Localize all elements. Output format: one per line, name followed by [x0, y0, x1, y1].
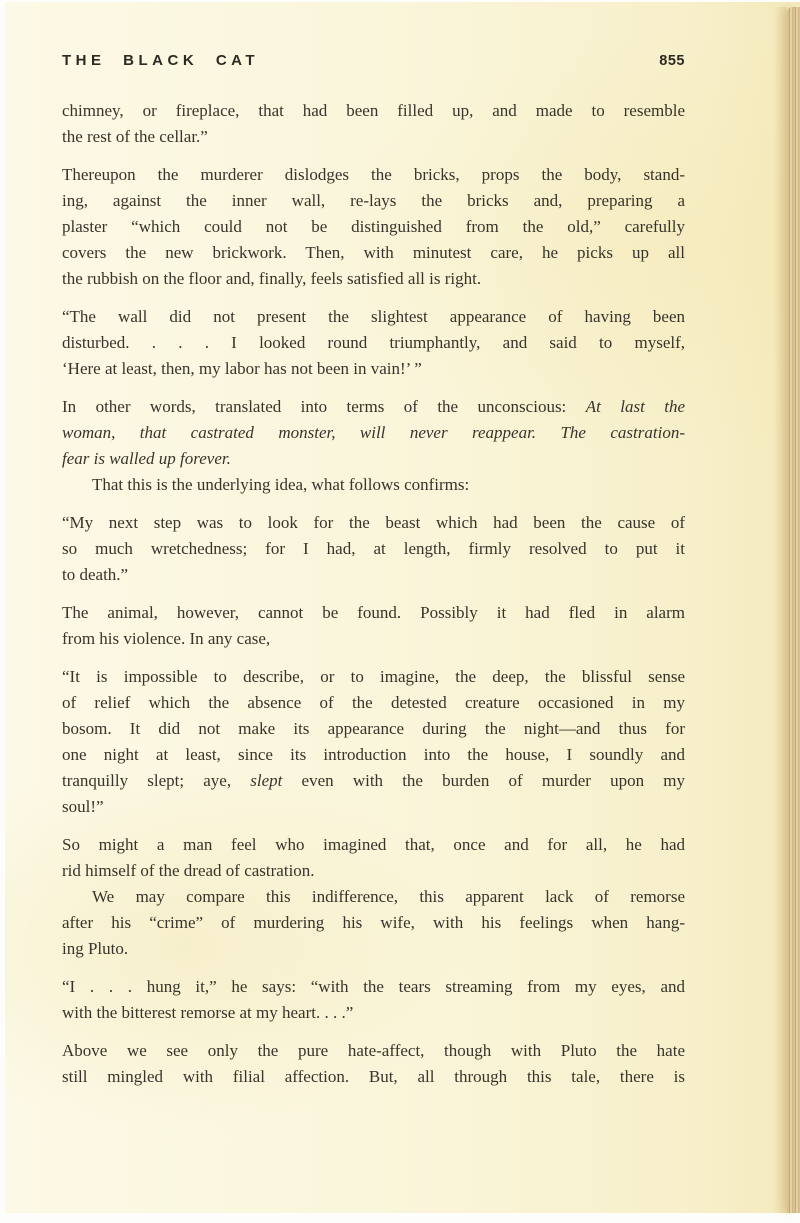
text-line — [62, 910, 685, 936]
paragraph — [62, 98, 685, 150]
paragraph — [62, 394, 685, 498]
text-line — [62, 626, 685, 652]
body-text: “It is impossible to describe, or to imagine, the deep, the blissful sense — [62, 667, 685, 686]
body-text: We may compare this indifference, this apparent lack of remorse — [92, 887, 685, 906]
text-line — [62, 266, 685, 292]
text-line — [62, 304, 685, 330]
body-text: to death.” — [62, 565, 129, 584]
text-line — [62, 1038, 685, 1064]
body-text: chimney, or fireplace, that had been filled up, and made to resemble — [62, 101, 685, 120]
text-line — [62, 510, 685, 536]
paragraph — [62, 600, 685, 652]
text-line — [62, 124, 685, 150]
emphasis-text: fear is walled up forever. — [62, 449, 231, 468]
body-text: still mingled with filial affection. But, all through this tale, there is — [62, 1067, 685, 1086]
body-text: That this is the underlying idea, what follows confirms: — [92, 475, 470, 494]
text-line — [62, 394, 685, 420]
paragraph — [62, 304, 685, 382]
body-text: So might a man feel who imagined that, once and for all, he had — [62, 835, 685, 854]
body-text: The animal, however, cannot be found. Possibly it had fled in alarm — [62, 603, 685, 622]
text-line — [62, 446, 685, 472]
text-line — [62, 240, 685, 266]
text-line — [62, 162, 685, 188]
body-text: disturbed. . . . I looked round triumphantly, and said to myself, — [62, 333, 685, 352]
body-text: ing, against the inner wall, re-lays the bricks and, preparing a — [62, 191, 685, 210]
book-fore-edge — [787, 7, 800, 1213]
paragraph — [62, 832, 685, 962]
emphasis-text: slept — [250, 771, 283, 790]
text-line — [62, 472, 685, 498]
body-text: rid himself of the dread of castration. — [62, 861, 315, 880]
body-text: with the bitterest remorse at my heart. . . .” — [62, 1003, 354, 1022]
body-text: of relief which the absence of the detested creature occasioned in my — [62, 693, 685, 712]
body-text: plaster “which could not be distinguished from the old,” carefully — [62, 217, 685, 236]
text-column — [62, 52, 685, 1102]
text-line — [62, 664, 685, 690]
body-text: Thereupon the murderer dislodges the bricks, props the body, stand- — [62, 165, 685, 184]
body-text: from his violence. In any case, — [62, 629, 271, 648]
body-text: the rubbish on the floor and, finally, feels satisfied all is right. — [62, 269, 482, 288]
text-line — [62, 832, 685, 858]
body-text: In other words, translated into terms of the unconscious: — [62, 397, 586, 416]
text-line — [62, 936, 685, 962]
text-block — [62, 98, 685, 1090]
body-text: ‘Here at least, then, my labor has not been in vain!’ ” — [62, 359, 422, 378]
body-text: tranquilly slept; aye, — [62, 771, 251, 790]
paper-sheet — [5, 2, 800, 1213]
body-text: Above we see only the pure hate-affect, though with Pluto the hate — [62, 1041, 685, 1060]
text-line — [62, 562, 685, 588]
body-text: after his “crime” of murdering his wife, with his feelings when hang- — [62, 913, 685, 932]
body-text: “My next step was to look for the beast which had been the cause of — [62, 513, 685, 532]
body-text: bosom. It did not make its appearance during the night—and thus for — [62, 719, 685, 738]
emphasis-text: At last the — [585, 397, 685, 416]
text-line — [62, 884, 685, 910]
text-line — [62, 98, 685, 124]
body-text: even with the burden of murder upon my — [282, 771, 685, 790]
emphasis-text: woman, that castrated monster, will never reappear. The castration- — [62, 423, 685, 442]
body-text: “I . . . hung it,” he says: “with the tears streaming from my eyes, and — [62, 977, 685, 996]
paragraph — [62, 664, 685, 820]
text-line — [62, 690, 685, 716]
body-text: so much wretchedness; for I had, at length, firmly resolved to put it — [62, 539, 685, 558]
page-title: THE BLACK CAT — [62, 52, 260, 69]
text-line — [62, 794, 685, 820]
text-line — [62, 188, 685, 214]
text-line — [62, 356, 685, 382]
text-line — [62, 716, 685, 742]
text-line — [62, 536, 685, 562]
text-line — [62, 1000, 685, 1026]
paragraph — [62, 974, 685, 1026]
body-text: soul!” — [62, 797, 104, 816]
text-line — [62, 330, 685, 356]
page-number: 855 — [659, 53, 685, 69]
text-line — [62, 420, 685, 446]
page-edge-shadow — [773, 7, 787, 1213]
text-line — [62, 214, 685, 240]
running-head — [62, 52, 685, 72]
text-line — [62, 858, 685, 884]
body-text: ing Pluto. — [62, 939, 129, 958]
text-line — [62, 1064, 685, 1090]
paragraph — [62, 510, 685, 588]
body-text: one night at least, since its introduction into the house, I soundly and — [62, 745, 685, 764]
text-line — [62, 768, 685, 794]
text-line — [62, 742, 685, 768]
body-text: covers the new brickwork. Then, with minutest care, he picks up all — [62, 243, 685, 262]
paragraph — [62, 1038, 685, 1090]
body-text: “The wall did not present the slightest appearance of having been — [62, 307, 685, 326]
paragraph — [62, 162, 685, 292]
text-line — [62, 600, 685, 626]
body-text: the rest of the cellar.” — [62, 127, 208, 146]
text-line — [62, 974, 685, 1000]
